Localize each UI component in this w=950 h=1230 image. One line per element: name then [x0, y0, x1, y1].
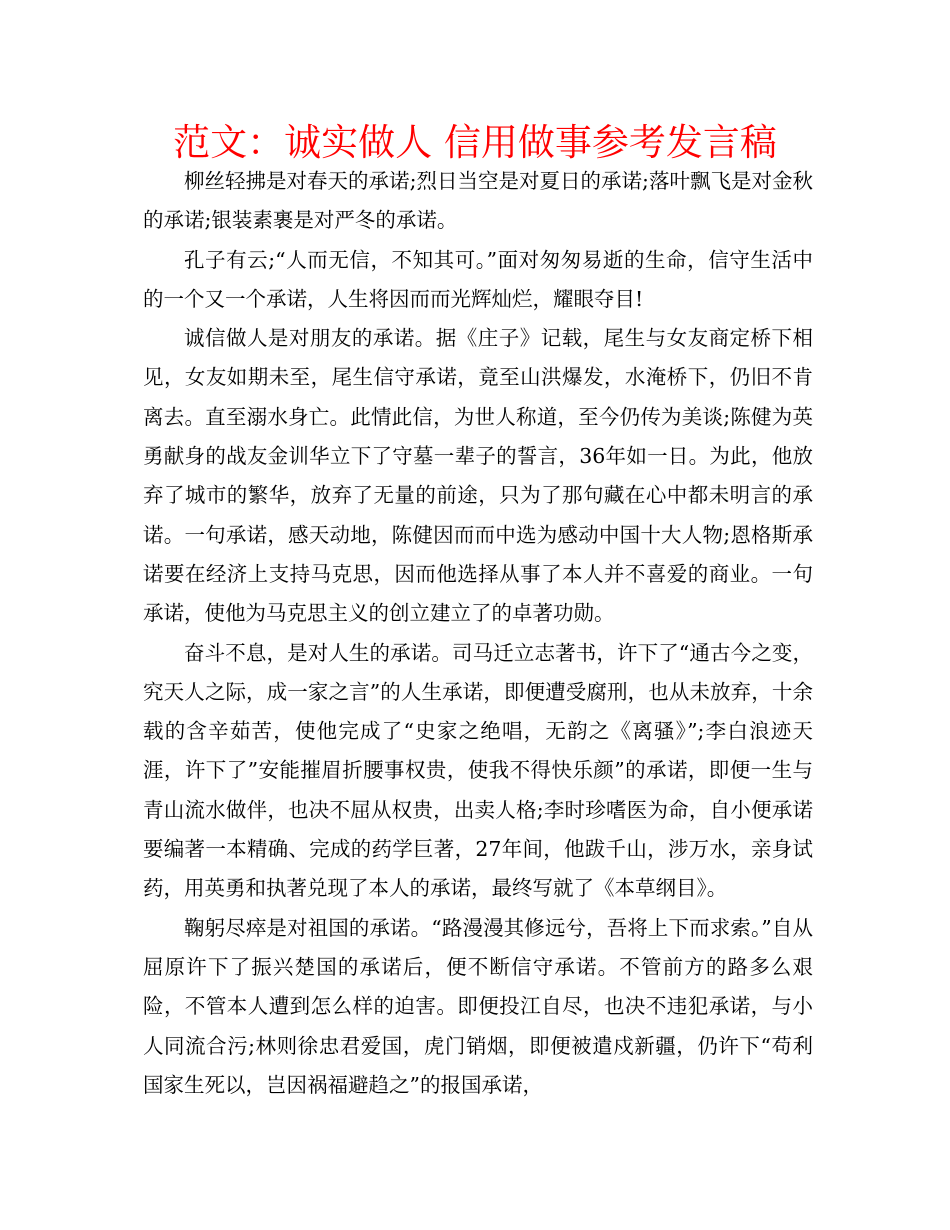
- paragraph-2: 孔子有云;“人而无信，不知其可。”面对匆匆易逝的生命，信守生活中的一个又一个承诺，人生将因而而光辉灿烂，耀眼夺目!: [143, 247, 813, 311]
- paragraph-5: 鞠躬尽瘁是对祖国的承诺。“路漫漫其修远兮，吾将上下而求索。”自从屈原许下了振兴楚国的承诺后，便不断信守承诺。不管前方的路多么艰险，不管本人遭到怎么样的迫害。即便投江自尽，也决不违犯承诺，与小人同流合污;林则徐忠君爱国，虎门销烟，即便被遣戍新疆，仍许下“苟利国家生死以，岂因祸福避趋之”的报国承诺，: [143, 915, 813, 1097]
- document-body: [143, 162, 813, 1105]
- paragraph-1: 柳丝轻拂是对春天的承诺;烈日当空是对夏日的承诺;落叶飘飞是对金秋的承诺;银装素裹是对严冬的承诺。: [143, 169, 813, 233]
- paragraph-4: 奋斗不息，是对人生的承诺。司马迁立志著书，许下了“通古今之变，究天人之际，成一家之言”的人生承诺，即便遭受腐刑，也从未放弃，十余载的含辛茹苦，使他完成了“史家之绝唱，无韵之《离骚》”;李白浪迹天涯，许下了”安能摧眉折腰事权贵，使我不得快乐颜”的承诺，即便一生与青山流水做伴，也决不屈从权贵，出卖人格;李时珍嗜医为命，自小便承诺要编著一本精确、完成的药学巨著，27年间，他跋千山，涉万水，亲身试药，用英勇和执著兑现了本人的承诺，最终写就了《本草纲目》。: [143, 640, 813, 901]
- document-title: 范文：诚实做人 信用做事参考发言稿: [173, 121, 777, 164]
- paragraph-3: 诚信做人是对朋友的承诺。据《庄子》记载，尾生与女友商定桥下相见，女友如期未至，尾生信守承诺，竟至山洪爆发，水淹桥下，仍旧不肯离去。直至溺水身亡。此情此信，为世人称道，至今仍传为美谈;陈健为英勇献身的战友金训华立下了守墓一辈子的誓言，36年如一日。为此，他放弃了城市的繁华，放弃了无量的前途，只为了那句藏在心中都未明言的承诺。一句承诺，感天动地，陈健因而而中选为感动中国十大人物;恩格斯承诺要在经济上支持马克思，因而他选择从事了本人并不喜爱的商业。一句承诺，使他为马克思主义的创立建立了的卓著功勋。: [143, 326, 813, 626]
